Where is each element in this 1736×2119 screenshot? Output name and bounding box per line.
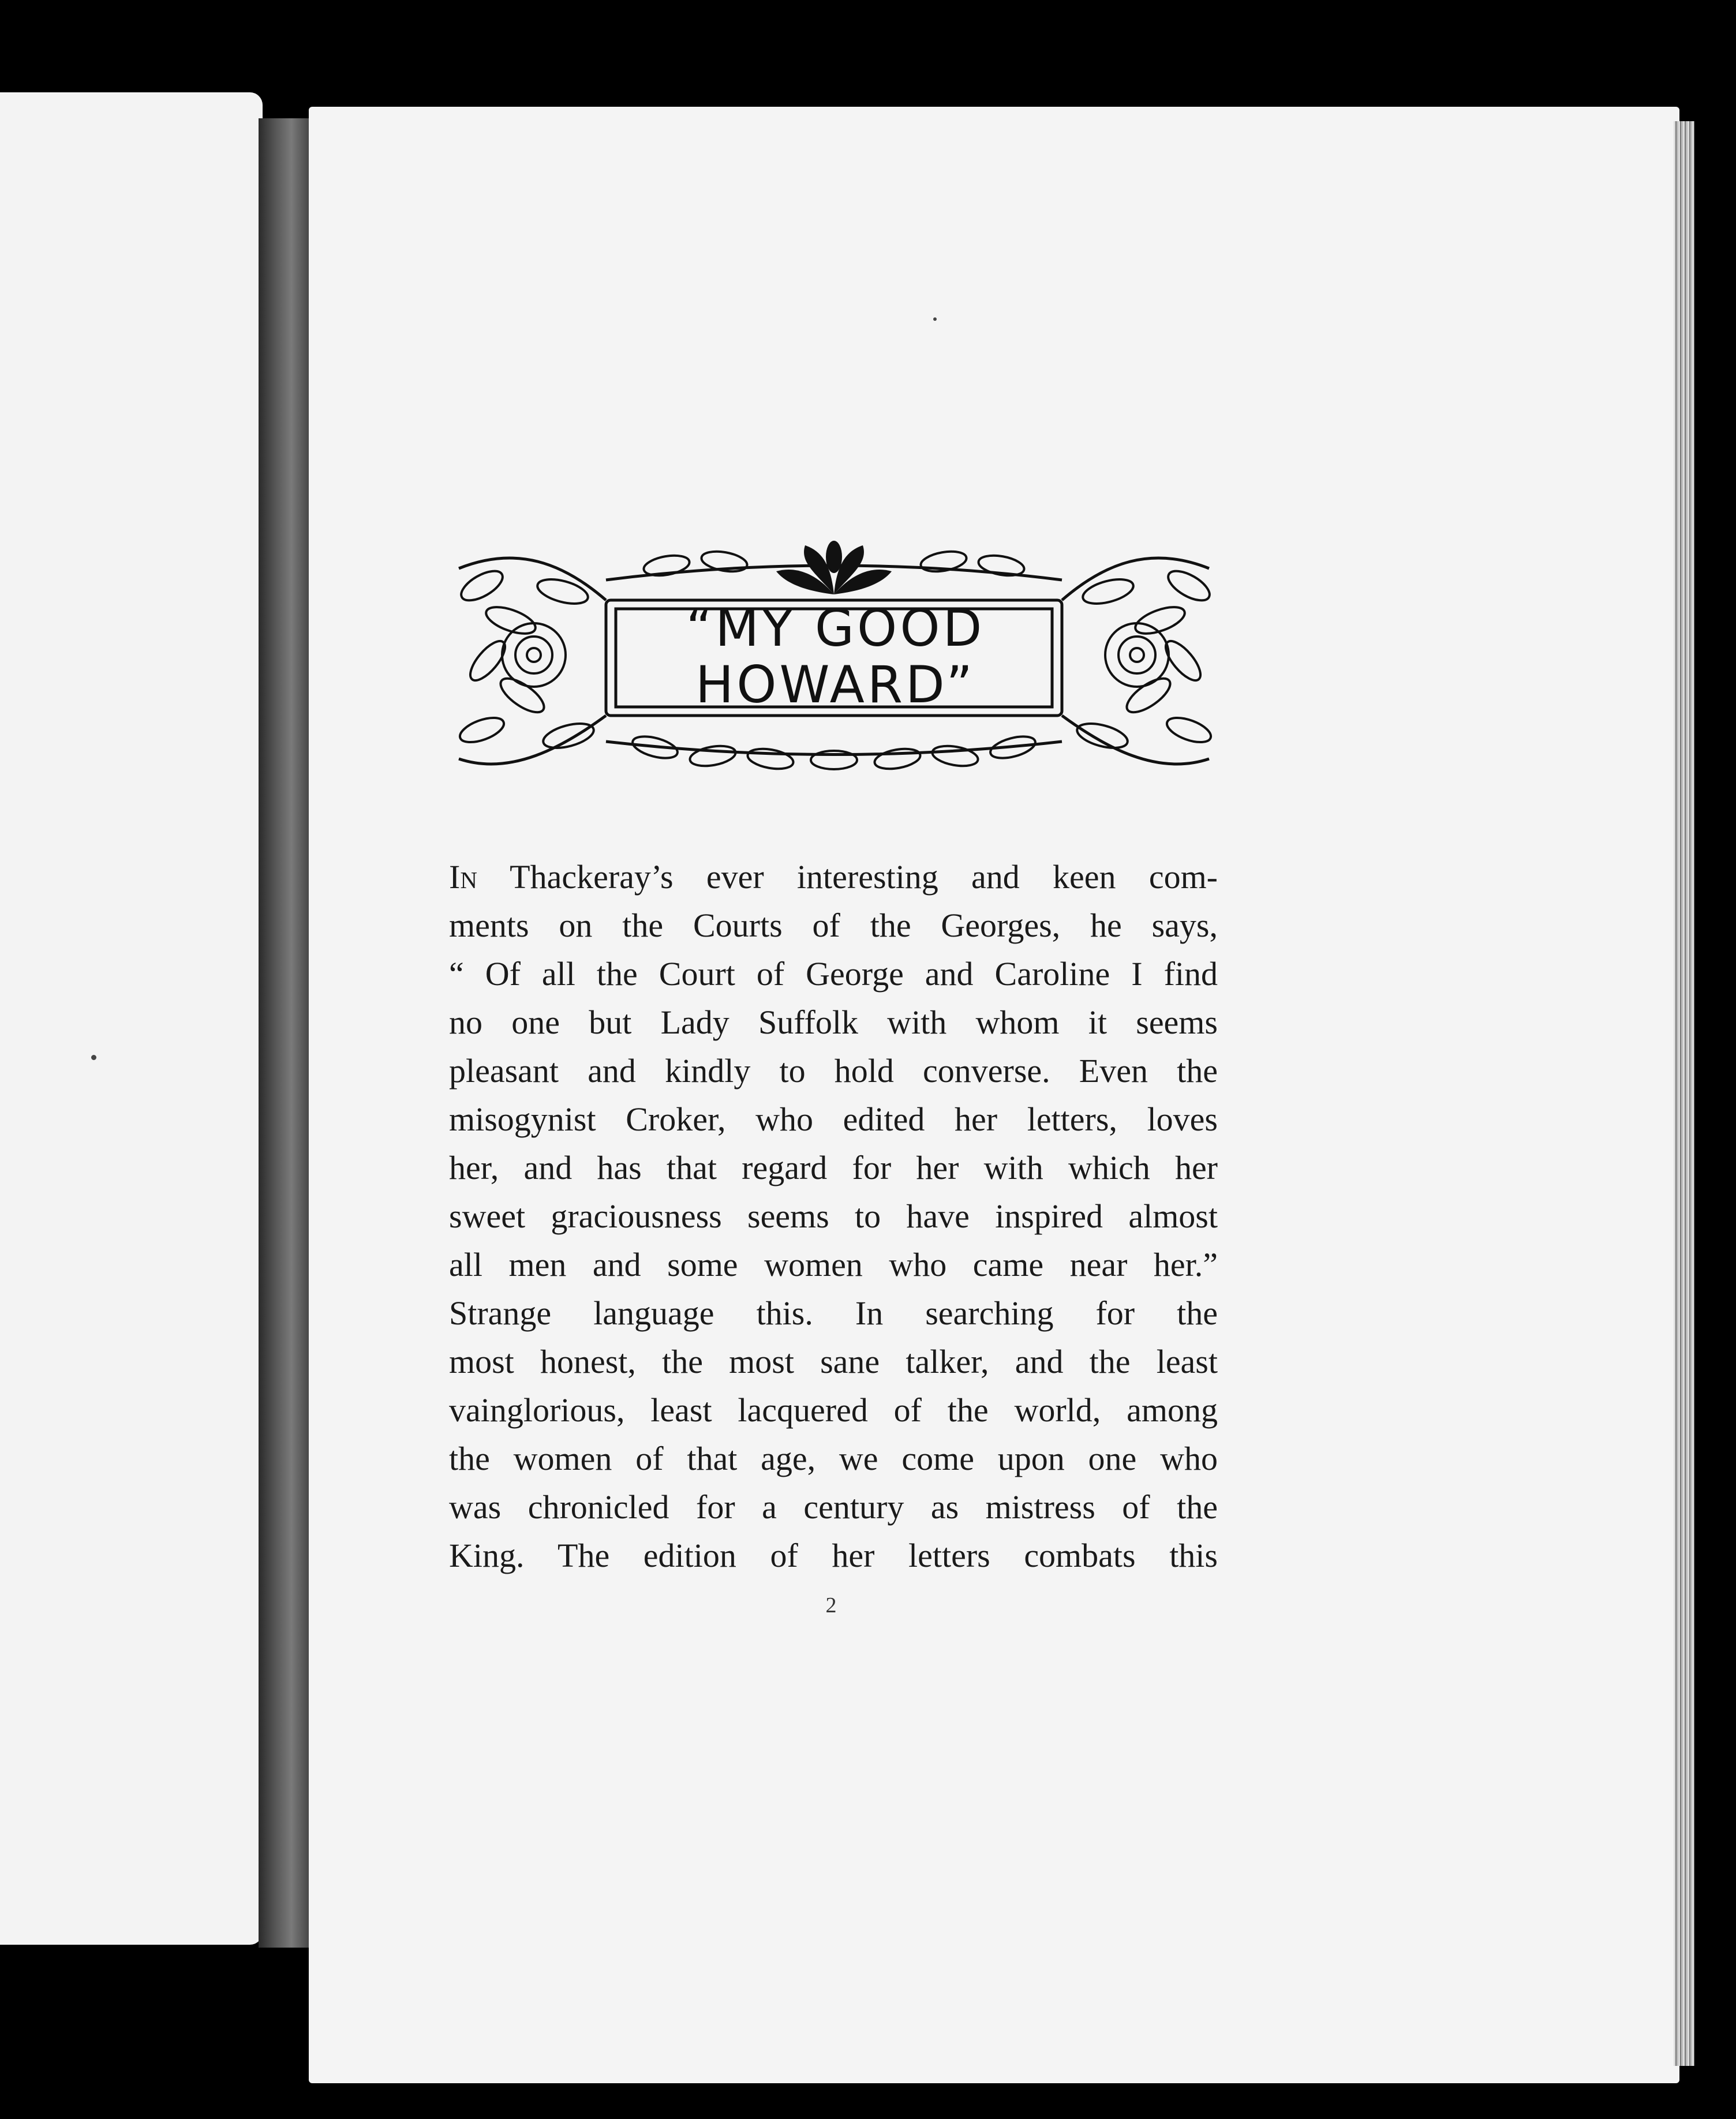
page-edge xyxy=(1674,121,1694,2066)
chapter-title-line-2: HOWARD” xyxy=(695,654,975,714)
text-line: the women of that age, we come upon one who xyxy=(449,1440,1218,1477)
text-line: most honest, the most sane talker, and the least xyxy=(449,1343,1218,1380)
book-gutter xyxy=(259,118,313,1948)
text-line: King. The edition of her letters combats this xyxy=(449,1537,1218,1574)
speck xyxy=(933,317,937,321)
text-line: misogynist Croker, who edited her letters, loves xyxy=(449,1100,1218,1138)
text-line: sweet graciousness seems to have inspired almost xyxy=(449,1197,1218,1235)
ornamental-headpiece xyxy=(447,540,1224,782)
text-line: no one but Lady Suffolk with whom it seems xyxy=(449,1004,1218,1041)
left-page xyxy=(0,92,263,1945)
text-line: Strange language this. In searching for the xyxy=(449,1294,1218,1332)
text-line: was chronicled for a century as mistress of the xyxy=(449,1488,1218,1526)
page-number: 2 xyxy=(825,1593,837,1618)
chapter-title-line-1: “MY GOOD xyxy=(686,598,985,658)
text-line-1: In Thackeray’s ever interesting and keen com- xyxy=(449,858,1218,896)
text-line: pleasant and kindly to hold converse. Even the xyxy=(449,1052,1218,1090)
body-text xyxy=(449,853,1218,1580)
text-line: vainglorious, least lacquered of the world, among xyxy=(449,1391,1218,1429)
text-line: “ Of all the Court of George and Caroline I find xyxy=(449,955,1218,993)
text-line: ments on the Courts of the Georges, he says, xyxy=(449,907,1218,944)
text-line: her, and has that regard for her with which her xyxy=(449,1149,1218,1186)
chapter-title xyxy=(620,598,1050,714)
text-line: all men and some women who came near her.” xyxy=(449,1246,1218,1283)
drop-word: In xyxy=(449,858,477,896)
speck xyxy=(91,1055,96,1060)
